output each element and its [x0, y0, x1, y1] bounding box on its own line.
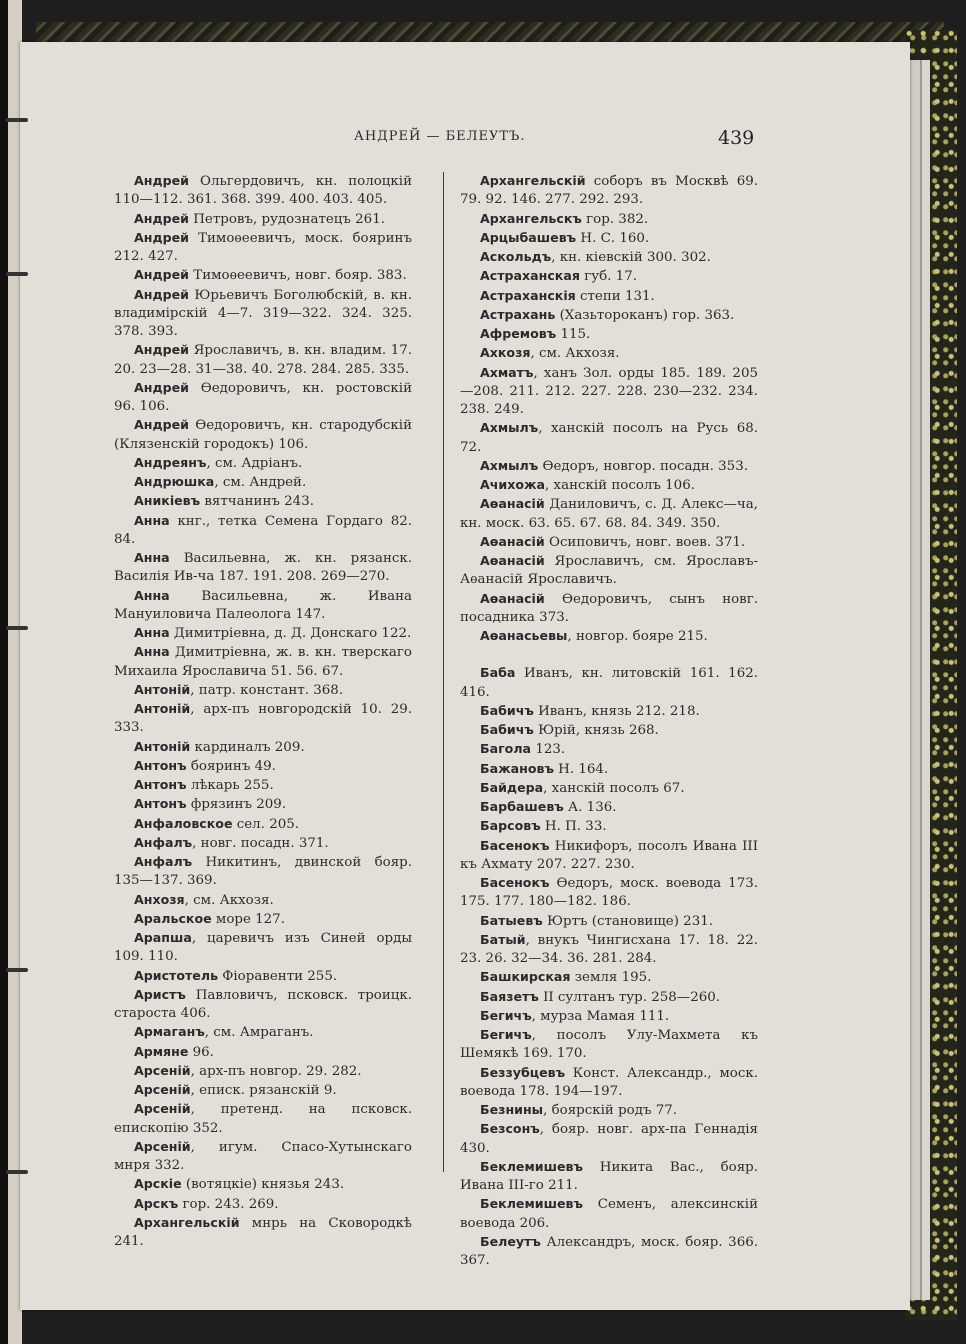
index-entry — [460, 495, 758, 533]
index-entry — [460, 837, 758, 875]
entry-headword: Арсеній — [134, 1138, 191, 1154]
entry-headword: Антоній — [134, 701, 191, 716]
entry-references: Ольгердовичъ, кн. полоцкій 110—112. 361. 368. 399. 400. 403. 405. — [114, 174, 412, 208]
entry-references: Павловичъ, псковск. троицк. староста 406. — [114, 987, 412, 1021]
index-entry — [114, 286, 412, 342]
index-entry — [114, 1081, 412, 1100]
entry-references: Н. П. 33. — [540, 819, 607, 835]
entry-headword: Бегичъ — [480, 1007, 532, 1023]
entry-references: губ. 17. — [579, 269, 637, 285]
entry-references: Ѳедоровичъ, сынъ новг. посадника 373. — [460, 591, 758, 625]
entry-references: , мурза Мамая 111. — [531, 1008, 670, 1024]
index-entry — [460, 1158, 758, 1196]
entry-headword: Афремовъ — [480, 326, 557, 341]
entry-references: Ярославичъ, см. Ярославъ-Аѳанасій Ярославичъ. — [460, 554, 758, 588]
entry-headword: Бажановъ — [480, 760, 554, 776]
entry-references: , ханскій посолъ на Русь 68. 72. — [460, 421, 758, 455]
entry-references: Иванъ, кн. литовскій 161. 162. 416. — [460, 666, 758, 700]
entry-headword: Андрей — [134, 379, 189, 395]
entry-headword: Аѳанасій — [480, 590, 545, 606]
entry-references: Фіоравенти 255. — [218, 968, 338, 984]
entry-references: гор. 243. 269. — [178, 1196, 279, 1212]
entry-headword: Басенокъ — [480, 875, 550, 890]
index-entry — [460, 533, 758, 552]
entry-headword: Аѳанасій — [480, 533, 545, 549]
index-entry — [460, 1195, 758, 1233]
entry-headword: Анфаловское — [134, 815, 233, 831]
index-entry — [460, 779, 758, 798]
entry-references: Никифоръ, посолъ Ивана III къ Ахмату 207. 227. 230. — [460, 838, 758, 872]
entry-references: степи 131. — [575, 288, 655, 304]
index-entry — [114, 1100, 412, 1138]
entry-headword: Андрей — [134, 417, 189, 433]
index-entry — [460, 702, 758, 721]
entry-references: II султанъ тур. 258—260. — [538, 989, 721, 1005]
entry-headword: Батый — [480, 931, 526, 947]
entry-headword: Аскольдъ — [480, 249, 552, 264]
index-entry — [114, 1043, 412, 1062]
index-entry — [114, 757, 412, 776]
entry-headword: Астраханская — [480, 268, 580, 284]
entry-headword: Барбашевъ — [480, 799, 564, 814]
entry-references: Петровъ, рудознатецъ 261. — [189, 211, 385, 227]
entry-headword: Беклемишевъ — [480, 1158, 583, 1174]
entry-references: Ѳедоръ, новгор. посадн. 353. — [538, 458, 748, 474]
entry-references: , см. Акхозя. — [184, 892, 274, 908]
entry-references: Никитинъ, двинской бояр. 135—137. 369. — [114, 855, 412, 889]
entry-headword: Анфалъ — [134, 834, 193, 850]
index-entry — [114, 172, 412, 210]
entry-references: Юрьевичъ Боголюбскій, в. кн. владимірскій 4—7. 319—322. 324. 325. 378. 393. — [114, 287, 412, 339]
index-entry — [114, 929, 412, 967]
entry-headword: Арскъ — [134, 1195, 179, 1211]
entry-references: , царевичъ изъ Синей орды 109. 110. — [114, 931, 412, 965]
index-entry — [460, 760, 758, 779]
entry-headword: Анна — [134, 587, 170, 603]
entry-headword: Бабичъ — [480, 702, 534, 718]
entry-headword: Аѳанасій — [480, 553, 545, 568]
index-entry — [460, 798, 758, 817]
index-entry — [114, 738, 412, 757]
entry-references: , ханскій посолъ 67. — [543, 780, 685, 796]
index-entry — [114, 1175, 412, 1194]
entry-references: , см. Акхозя. — [530, 346, 620, 362]
entry-references: 115. — [556, 327, 591, 342]
entry-headword: Армяне — [134, 1043, 189, 1059]
index-entry — [114, 795, 412, 814]
index-entry — [460, 306, 758, 325]
entry-references: , ханскій посолъ 106. — [545, 478, 695, 493]
entry-references: фрязинъ 209. — [186, 797, 287, 813]
entry-references: , см. Амраганъ. — [204, 1025, 314, 1041]
entry-headword: Арцыбашевъ — [480, 229, 577, 245]
entry-references: сел. 205. — [232, 816, 300, 832]
entry-headword: Басенокъ — [480, 837, 550, 853]
index-entry — [114, 210, 412, 229]
index-entry — [460, 664, 758, 702]
entry-headword: Андрей — [134, 342, 189, 358]
index-entry — [460, 364, 758, 420]
index-entry — [460, 210, 758, 229]
entry-references: мнрь на Сковородкѣ 241. — [114, 1215, 412, 1249]
entry-references: лѣкарь 255. — [186, 778, 274, 793]
index-entry — [114, 416, 412, 454]
entry-headword: Ахмылъ — [480, 457, 539, 473]
entry-headword: Андрей — [134, 229, 189, 245]
entry-headword: Аристотель — [134, 967, 219, 983]
index-column-right — [460, 172, 758, 1270]
binding-stitch — [6, 272, 28, 276]
index-entry — [114, 624, 412, 643]
index-entry — [114, 512, 412, 550]
entry-headword: Антоній — [134, 738, 191, 754]
entry-headword: Архангельскъ — [480, 210, 582, 226]
entry-headword: Ачихожа — [480, 477, 546, 492]
entry-headword: Арапша — [134, 930, 192, 945]
entry-headword: Арскіе — [134, 1176, 182, 1192]
index-entry — [460, 988, 758, 1007]
index-entry — [114, 341, 412, 379]
entry-headword: Багола — [480, 741, 532, 757]
index-entry — [114, 776, 412, 795]
index-entry — [114, 492, 412, 511]
index-entry — [460, 172, 758, 210]
index-entry — [114, 1214, 412, 1252]
index-entry — [114, 986, 412, 1024]
entry-headword: Баязетъ — [480, 988, 539, 1004]
entry-headword: Антонъ — [134, 777, 187, 792]
entry-headword: Аристъ — [134, 986, 186, 1002]
index-entry — [460, 267, 758, 286]
entry-headword: Анна — [134, 644, 170, 660]
column-divider — [443, 172, 444, 1172]
index-entry — [114, 473, 412, 492]
entry-headword: Безнины — [480, 1102, 544, 1117]
index-entry — [114, 1138, 412, 1176]
index-entry — [460, 740, 758, 759]
book-spine — [0, 0, 22, 1344]
entry-references: А. 136. — [563, 800, 617, 815]
entry-references: , посолъ Улу-Махмета къ Шемякѣ 169. 170. — [460, 1028, 758, 1062]
entry-headword: Андрюшка — [134, 474, 215, 489]
index-entry — [114, 834, 412, 853]
entry-references: , арх-пъ новгор. 29. 282. — [190, 1063, 362, 1079]
entry-references: кардиналъ 209. — [190, 739, 305, 755]
entry-references: Васильевна, ж. Ивана Мануиловича Палеолога 147. — [114, 588, 412, 622]
entry-references: , претенд. на псковск. епископію 352. — [114, 1102, 412, 1136]
entry-references: Ѳедоровичъ, кн. ростовскій 96. 106. — [114, 380, 412, 414]
index-entry — [460, 1120, 758, 1158]
entry-headword: Архангельскій — [480, 173, 586, 188]
index-entry — [460, 1101, 758, 1120]
entry-references: , арх-пъ новгородскій 10. 29. 333. — [114, 702, 412, 736]
index-entry — [114, 700, 412, 738]
entry-references: Конст. Александр., моск. воевода 178. 194—197. — [460, 1065, 758, 1099]
index-entry — [114, 1023, 412, 1042]
entry-references: море 127. — [211, 911, 285, 927]
entry-references: Васильевна, ж. кн. рязанск. Василія Ив-ча 187. 191. 208. 269—270. — [114, 551, 412, 585]
index-entry — [460, 1007, 758, 1026]
binding-stitch — [6, 626, 28, 630]
index-entry — [114, 967, 412, 986]
entry-references: , новгор. бояре 215. — [567, 629, 708, 644]
running-header: АНДРЕЙ — БЕЛЕУТЪ. — [354, 129, 526, 144]
entry-references: , патр. констант. 368. — [190, 682, 344, 698]
entry-references: , боярскій родъ 77. — [543, 1103, 678, 1118]
index-entry — [460, 344, 758, 363]
index-entry — [114, 229, 412, 267]
entry-headword: Андрей — [134, 173, 189, 188]
entry-headword: Ахкозя — [480, 345, 531, 361]
index-entry — [460, 229, 758, 248]
entry-headword: Анхозя — [134, 891, 185, 907]
index-entry — [114, 379, 412, 417]
entry-headword: Анна — [134, 550, 170, 565]
entry-references: , новг. посадн. 371. — [192, 835, 329, 851]
entry-headword: Антонъ — [134, 796, 187, 812]
entry-references: Юртъ (становище) 231. — [542, 913, 713, 929]
entry-headword: Баба — [480, 665, 516, 681]
entry-headword: Арсеній — [134, 1062, 191, 1078]
entry-references: Димитріевна, д. Д. Донскаго 122. — [169, 626, 412, 641]
index-entry — [460, 817, 758, 836]
index-entry — [114, 587, 412, 625]
entry-headword: Башкирская — [480, 969, 571, 985]
entry-references: Тимоѳеевичъ, моск. бояринъ 212. 427. — [114, 230, 412, 264]
entry-references: , еписк. рязанскій 9. — [190, 1083, 337, 1098]
entry-references: вятчанинъ 243. — [200, 494, 314, 510]
entry-headword: Беззубцевъ — [480, 1064, 566, 1080]
entry-headword: Андреянъ — [134, 454, 207, 470]
entry-references: (Хазьтороканъ) гор. 363. — [555, 307, 735, 323]
entry-headword: Аникіевъ — [134, 493, 201, 509]
entry-references: (вотяцкіе) князья 243. — [181, 1177, 345, 1193]
entry-references: 123. — [531, 742, 566, 758]
entry-headword: Ахматъ — [480, 364, 534, 380]
index-entry — [114, 549, 412, 587]
index-entry — [460, 552, 758, 590]
page-number: 439 — [718, 127, 755, 149]
entry-references: 96. — [188, 1044, 214, 1060]
index-entry — [114, 1195, 412, 1214]
index-entry — [460, 627, 758, 646]
entry-headword: Андрей — [134, 286, 189, 302]
entry-headword: Батыевъ — [480, 912, 543, 928]
entry-references: , бояр. новг. арх-па Геннадія 430. — [460, 1122, 758, 1156]
index-column-left — [114, 172, 412, 1251]
index-entry — [460, 721, 758, 740]
entry-headword: Аѳанасій — [480, 496, 545, 512]
entry-headword: Безсонъ — [480, 1121, 540, 1137]
entry-headword: Байдера — [480, 779, 544, 795]
entry-references: Иванъ, князь 212. 218. — [533, 703, 700, 719]
entry-headword: Антоній — [134, 681, 191, 697]
entry-references: Тимоѳеевичъ, новг. бояр. 383. — [189, 268, 407, 284]
index-entry — [460, 1233, 758, 1271]
entry-references: , ханъ Зол. орды 185. 189. 205—208. 211. 212. 227. 228. 230—232. 234. 238. 249. — [460, 365, 758, 417]
entry-headword: Анна — [134, 625, 170, 640]
entry-references: гор. 382. — [581, 211, 649, 227]
entry-references: Юрій, князь 268. — [533, 723, 659, 738]
entry-references: , внукъ Чингисхана 17. 18. 22. 23. 26. 32—34. 36. 281. 284. — [460, 932, 758, 966]
entry-references: , кн. кіевскій 300. 302. — [551, 250, 711, 265]
index-entry — [114, 681, 412, 700]
index-entry — [114, 910, 412, 929]
entry-references: Осиповичъ, новг. воев. 371. — [544, 534, 746, 550]
entry-references: , см. Андрей. — [214, 475, 307, 490]
index-entry — [460, 248, 758, 267]
entry-references: земля 195. — [570, 970, 652, 986]
entry-headword: Андрей — [134, 267, 189, 283]
page-edges — [908, 60, 930, 1300]
entry-references: Никита Вас., бояр. Ивана III-го 211. — [460, 1159, 758, 1193]
index-entry — [460, 912, 758, 931]
entry-headword: Аральское — [134, 910, 212, 926]
entry-references: Н. С. 160. — [576, 230, 650, 246]
index-entry — [114, 266, 412, 285]
index-entry — [114, 815, 412, 834]
entry-headword: Барсовъ — [480, 818, 541, 834]
entry-headword: Армаганъ — [134, 1024, 205, 1040]
entry-headword: Беклемишевъ — [480, 1196, 583, 1212]
index-entry — [114, 454, 412, 473]
entry-references: Даниловичъ, с. Д. Алекс—ча, кн. моск. 63. 65. 67. 68. 84. 349. 350. — [460, 497, 758, 531]
entry-references: бояринъ 49. — [186, 758, 276, 774]
entry-headword: Андрей — [134, 210, 189, 226]
entry-headword: Ахмылъ — [480, 420, 539, 436]
entry-references: Семенъ, алексинскій воевода 206. — [460, 1197, 758, 1231]
entry-references: Димитріевна, ж. в. кн. тверскаго Михаила Ярославича 51. 56. 67. — [114, 645, 412, 679]
entry-headword: Антонъ — [134, 757, 187, 773]
index-entry — [460, 1064, 758, 1102]
index-entry — [460, 457, 758, 476]
entry-headword: Астраханскія — [480, 287, 576, 303]
binding-stitch — [6, 968, 28, 972]
entry-references: Александръ, моск. бояр. 366. 367. — [460, 1234, 758, 1268]
entry-references: Н. 164. — [553, 761, 609, 777]
entry-references: соборъ въ Москвѣ 69. 79. 92. 146. 277. 292. 293. — [460, 174, 758, 208]
index-entry — [460, 590, 758, 628]
index-entry — [460, 1026, 758, 1064]
entry-headword: Бегичъ — [480, 1027, 532, 1042]
index-entry — [114, 891, 412, 910]
entry-headword: Арсеній — [134, 1101, 191, 1117]
entry-headword: Анна — [134, 512, 170, 528]
index-entry — [460, 419, 758, 457]
entry-headword: Бабичъ — [480, 722, 534, 737]
entry-headword: Архангельскій — [134, 1214, 240, 1230]
entry-headword: Белеутъ — [480, 1233, 541, 1249]
index-entry — [114, 1062, 412, 1081]
entry-references: Ѳедоровичъ, кн. стародубскій (Клязенскій городокъ) 106. — [114, 418, 412, 452]
index-entry — [114, 853, 412, 891]
index-entry — [460, 968, 758, 987]
entry-headword: Анфалъ — [134, 854, 193, 869]
entry-headword: Астрахань — [480, 306, 556, 322]
index-entry — [460, 287, 758, 306]
entry-references: Ярославичъ, в. кн. владим. 17. 20. 23—28. 31—38. 40. 278. 284. 285. 335. — [114, 343, 412, 377]
index-entry — [114, 643, 412, 681]
index-entry — [460, 874, 758, 912]
binding-stitch — [6, 118, 28, 122]
index-entry — [460, 476, 758, 495]
entry-references: кнг., тетка Семена Гордаго 82. 84. — [114, 513, 412, 547]
index-entry — [460, 325, 758, 344]
entry-headword: Аѳанасьевы — [480, 628, 568, 643]
entry-headword: Арсеній — [134, 1082, 191, 1097]
index-entry — [460, 931, 758, 969]
entry-references: , см. Адріанъ. — [206, 455, 303, 471]
entry-references: Ѳедоръ, моск. воевода 173. 175. 177. 180—182. 186. — [460, 876, 758, 910]
entry-references: , игум. Спасо-Хутынскаго мнря 332. — [114, 1139, 412, 1173]
binding-stitch — [6, 1170, 28, 1174]
